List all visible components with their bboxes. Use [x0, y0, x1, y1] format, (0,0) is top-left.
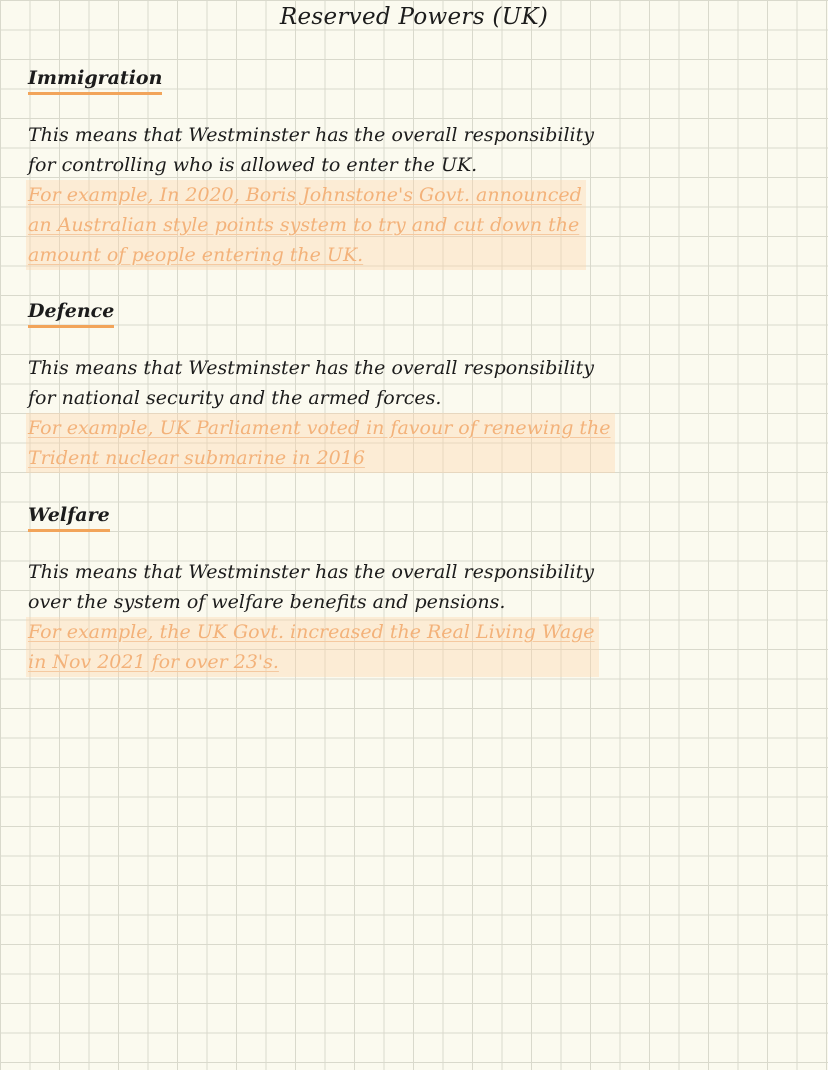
section-heading: Defence — [28, 299, 114, 328]
section-example: For example, UK Parliament voted in favour of renewing the Trident nuclear submarine in 2016 — [26, 413, 615, 473]
section-immigration — [28, 66, 668, 266]
section-example: For example, the UK Govt. increased the Real Living Wage in Nov 2021 for over 23's. — [26, 617, 599, 677]
section-body: This means that Westminster has the overall responsibility for national security and the armed forces. — [28, 357, 594, 409]
section-heading: Immigration — [28, 66, 162, 95]
section-heading: Welfare — [28, 503, 110, 532]
section-example: For example, In 2020, Boris Johnstone's Govt. announced an Australian style points system to try and cut down the amount of people entering the UK. — [26, 180, 586, 270]
section-body: This means that Westminster has the overall responsibility over the system of welfare benefits and pensions. — [28, 561, 594, 613]
section-welfare — [28, 503, 668, 673]
section-body: This means that Westminster has the overall responsibility for controlling who is allowed to enter the UK. — [28, 124, 594, 176]
section-defence — [28, 299, 668, 469]
page-title: Reserved Powers (UK) — [279, 4, 549, 30]
